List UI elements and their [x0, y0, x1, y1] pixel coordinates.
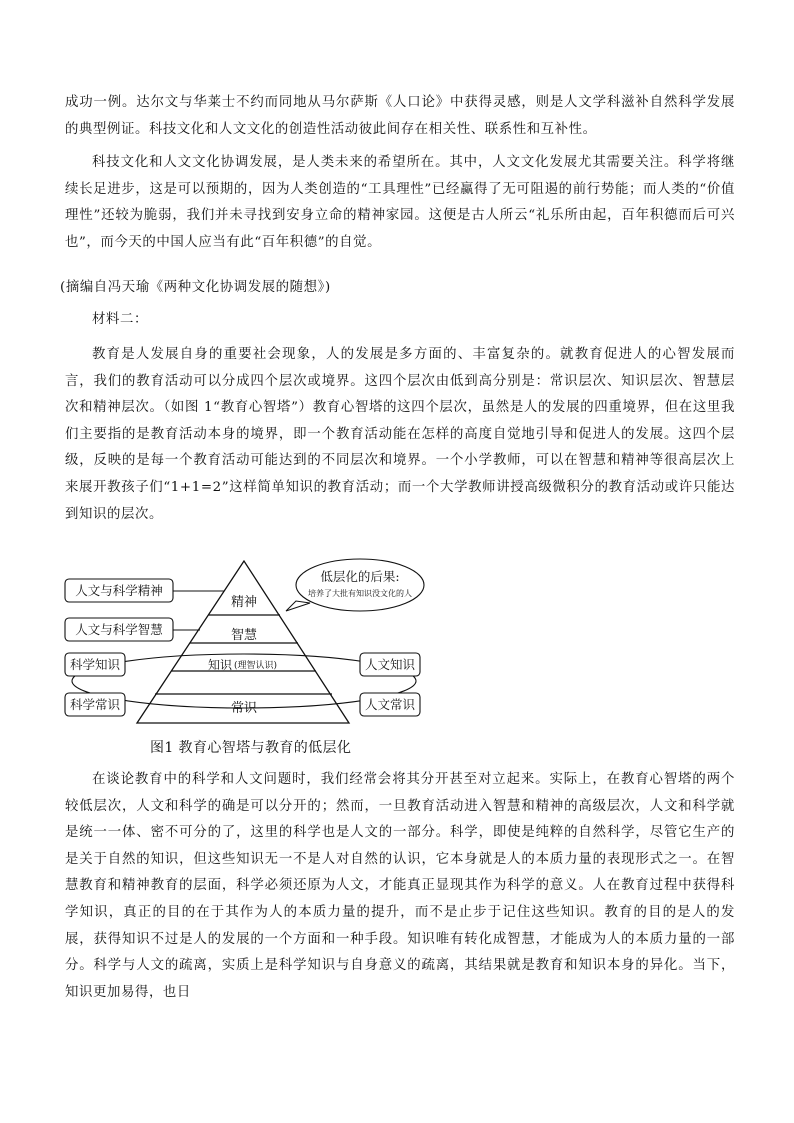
consequence-bubble: [296, 559, 424, 611]
bubble-title: 低层化的后果:: [320, 569, 400, 584]
right-box-humanities-common-label: 人文常识: [364, 697, 416, 712]
source-citation: (摘编自冯天瑜《两种文化协调发展的随想》): [60, 280, 331, 295]
level-knowledge-label: 知识: [207, 658, 232, 672]
bubble-tail: [286, 601, 310, 611]
paragraph-coordination: 科技文化和人文文化协调发展，是人类未来的希望所在。其中，人文文化发展尤其需要关注。科学将继续长足进步，这是可以预期的，因为人类创造的“工具理性”已经赢得了无可阻遏的前行势能；而人类的“价值理性”还较为脆弱，我们并未寻找到安身立命的精神家园。这便是古人所云“礼乐所由起，百年积德而后可兴也”，而今天的中国人应当有此“百年积德”的自觉。: [65, 155, 735, 250]
mind-tower-diagram: [60, 555, 440, 735]
material-two-heading: 材料二：: [92, 312, 148, 327]
paragraph-education-levels: 教育是人发展自身的重要社会现象，人的发展是多方面的、丰富复杂的。就教育促进人的心智发展而言，我们的教育活动可以分成四个层次或境界。这四个层次由低到高分别是：常识层次、知识层次、智慧层次和精神层次。（如图 1“教育心智塔”）教育心智塔的这四个层次，虽然是人的发展的四重境界，但在这里我们主要指的是教育活动本身的境界，即一个教育活动能在怎样的高度自觉地引导和促进人的发展。这四个层级，反映的是每一个教育活动可能达到的不同层次和境界。一个小学教师，可以在智慧和精神等很高层次上来展开教孩子们“1+1=2”这样简单知识的教育活动；而一个大学教师讲授高级微积分的教育活动或许只能达到知识的层次。: [65, 347, 735, 522]
level-knowledge-note: (理智认识): [234, 661, 278, 671]
level-wisdom-label: 智慧: [230, 628, 258, 643]
left-box-wisdom-label: 人文与科学智慧: [75, 622, 163, 637]
left-box-science-knowledge-label: 科学知识: [69, 657, 121, 672]
bubble-text: 培养了大批有知识没文化的人: [308, 589, 412, 598]
paragraph-intro: 成功一例。达尔文与华莱士不约而同地从马尔萨斯《人口论》中获得灵感，则是人文学科滋补自然科学发展的典型例证。科技文化和人文文化的创造性活动彼此间存在相关性、联系性和互补性。: [65, 95, 735, 137]
left-box-spirit-label: 人文与科学精神: [75, 583, 163, 598]
level-common-label: 常识: [230, 701, 258, 716]
level-spirit-label: 精神: [230, 595, 258, 610]
figure-caption: 图1 教育心智塔与教育的低层化: [150, 740, 352, 756]
right-box-humanities-knowledge-label: 人文知识: [364, 657, 416, 672]
left-box-science-common-label: 科学常识: [69, 697, 121, 712]
paragraph-science-humanities: 在谈论教育中的科学和人文问题时，我们经常会将其分开甚至对立起来。实际上，在教育心智塔的两个较低层次，人文和科学的确是可以分开的；然而，一旦教育活动进入智慧和精神的高级层次，人文和科学就是统一一体、密不可分的了，这里的科学也是人文的一部分。科学，即使是纯粹的自然科学，尽管它生产的是关于自然的知识，但这些知识无一不是人对自然的认识，它本身就是人的本质力量的表现形式之一。在智慧教育和精神教育的层面，科学必须还原为人文，才能真正显现其作为科学的意义。人在教育过程中获得科学知识，真正的目的在于其作为人的本质力量的提升，而不是止步于记住这些知识。教育的目的是人的发展，获得知识不过是人的发展的一个方面和一种手段。知识唯有转化成智慧，才能成为人的本质力量的一部分。科学与人文的疏离，实质上是科学知识与自身意义的疏离，其结果就是教育和知识本身的异化。当下，知识更加易得，也日: [65, 772, 735, 1000]
